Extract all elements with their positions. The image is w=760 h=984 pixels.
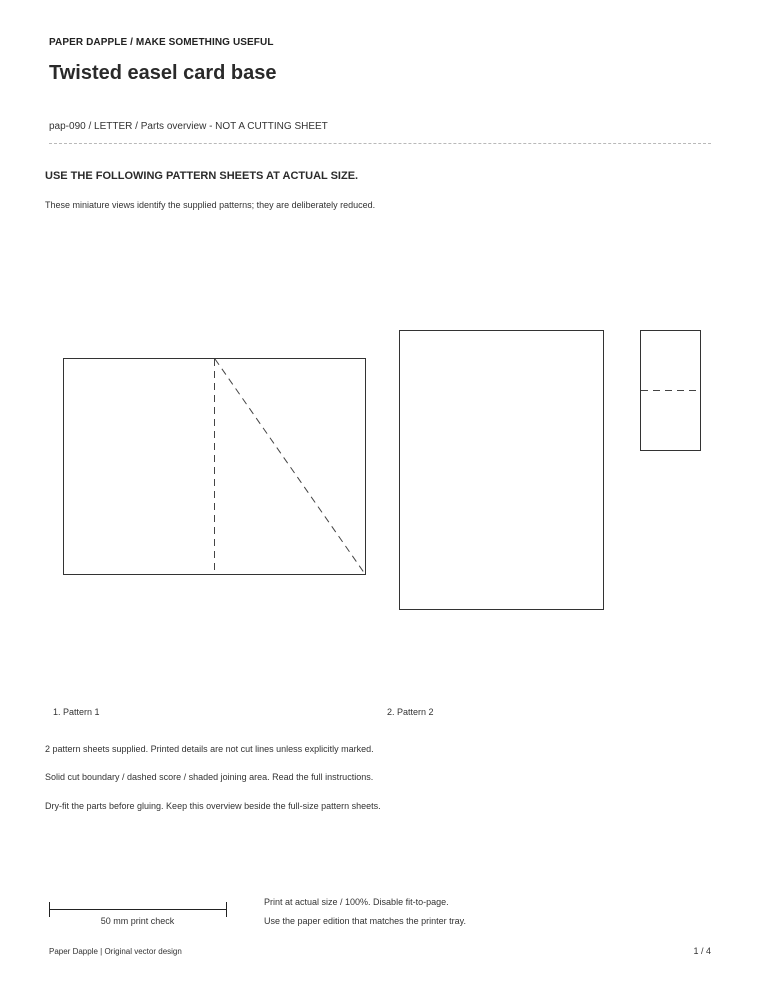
page-number: 1 / 4	[693, 946, 711, 956]
note-line-legend: Solid cut boundary / dashed score / shaded joining area. Read the full instructions.	[45, 772, 374, 782]
pattern-1-caption: 1. Pattern 1	[53, 707, 100, 717]
page-title: Twisted easel card base	[49, 62, 277, 84]
pattern-1-thumbnail	[64, 359, 366, 575]
document-meta: pap-090 / LETTER / Parts overview - NOT A CUTTING SHEET	[49, 121, 328, 132]
print-instruction: Print at actual size / 100%. Disable fit-to-page.	[264, 897, 449, 907]
section-heading: USE THE FOLLOWING PATTERN SHEETS AT ACTUAL SIZE.	[45, 170, 359, 182]
pattern-2-caption: 2. Pattern 2	[387, 707, 434, 717]
pattern-2-cut-outline	[400, 331, 604, 610]
note-sheets-supplied: 2 pattern sheets supplied. Printed details are not cut lines unless explicitly marked.	[45, 744, 374, 754]
intro-text: These miniature views identify the supplied patterns; they are deliberately reduced.	[45, 200, 376, 210]
paper-instruction: Use the paper edition that matches the printer tray.	[264, 916, 466, 926]
scale-bar-label: 50 mm print check	[100, 916, 175, 926]
note-dry-fit: Dry-fit the parts before gluing. Keep this overview beside the full-size pattern sheets.	[45, 801, 381, 811]
pattern-1-score-line-diagonal	[215, 359, 365, 574]
pattern-3-thumbnail	[641, 331, 701, 451]
footer-credit: Paper Dapple | Original vector design	[49, 947, 182, 956]
pattern-2-thumbnail	[400, 331, 604, 610]
scale-bar	[50, 902, 227, 917]
brand-line: PAPER DAPPLE / MAKE SOMETHING USEFUL	[49, 37, 274, 48]
